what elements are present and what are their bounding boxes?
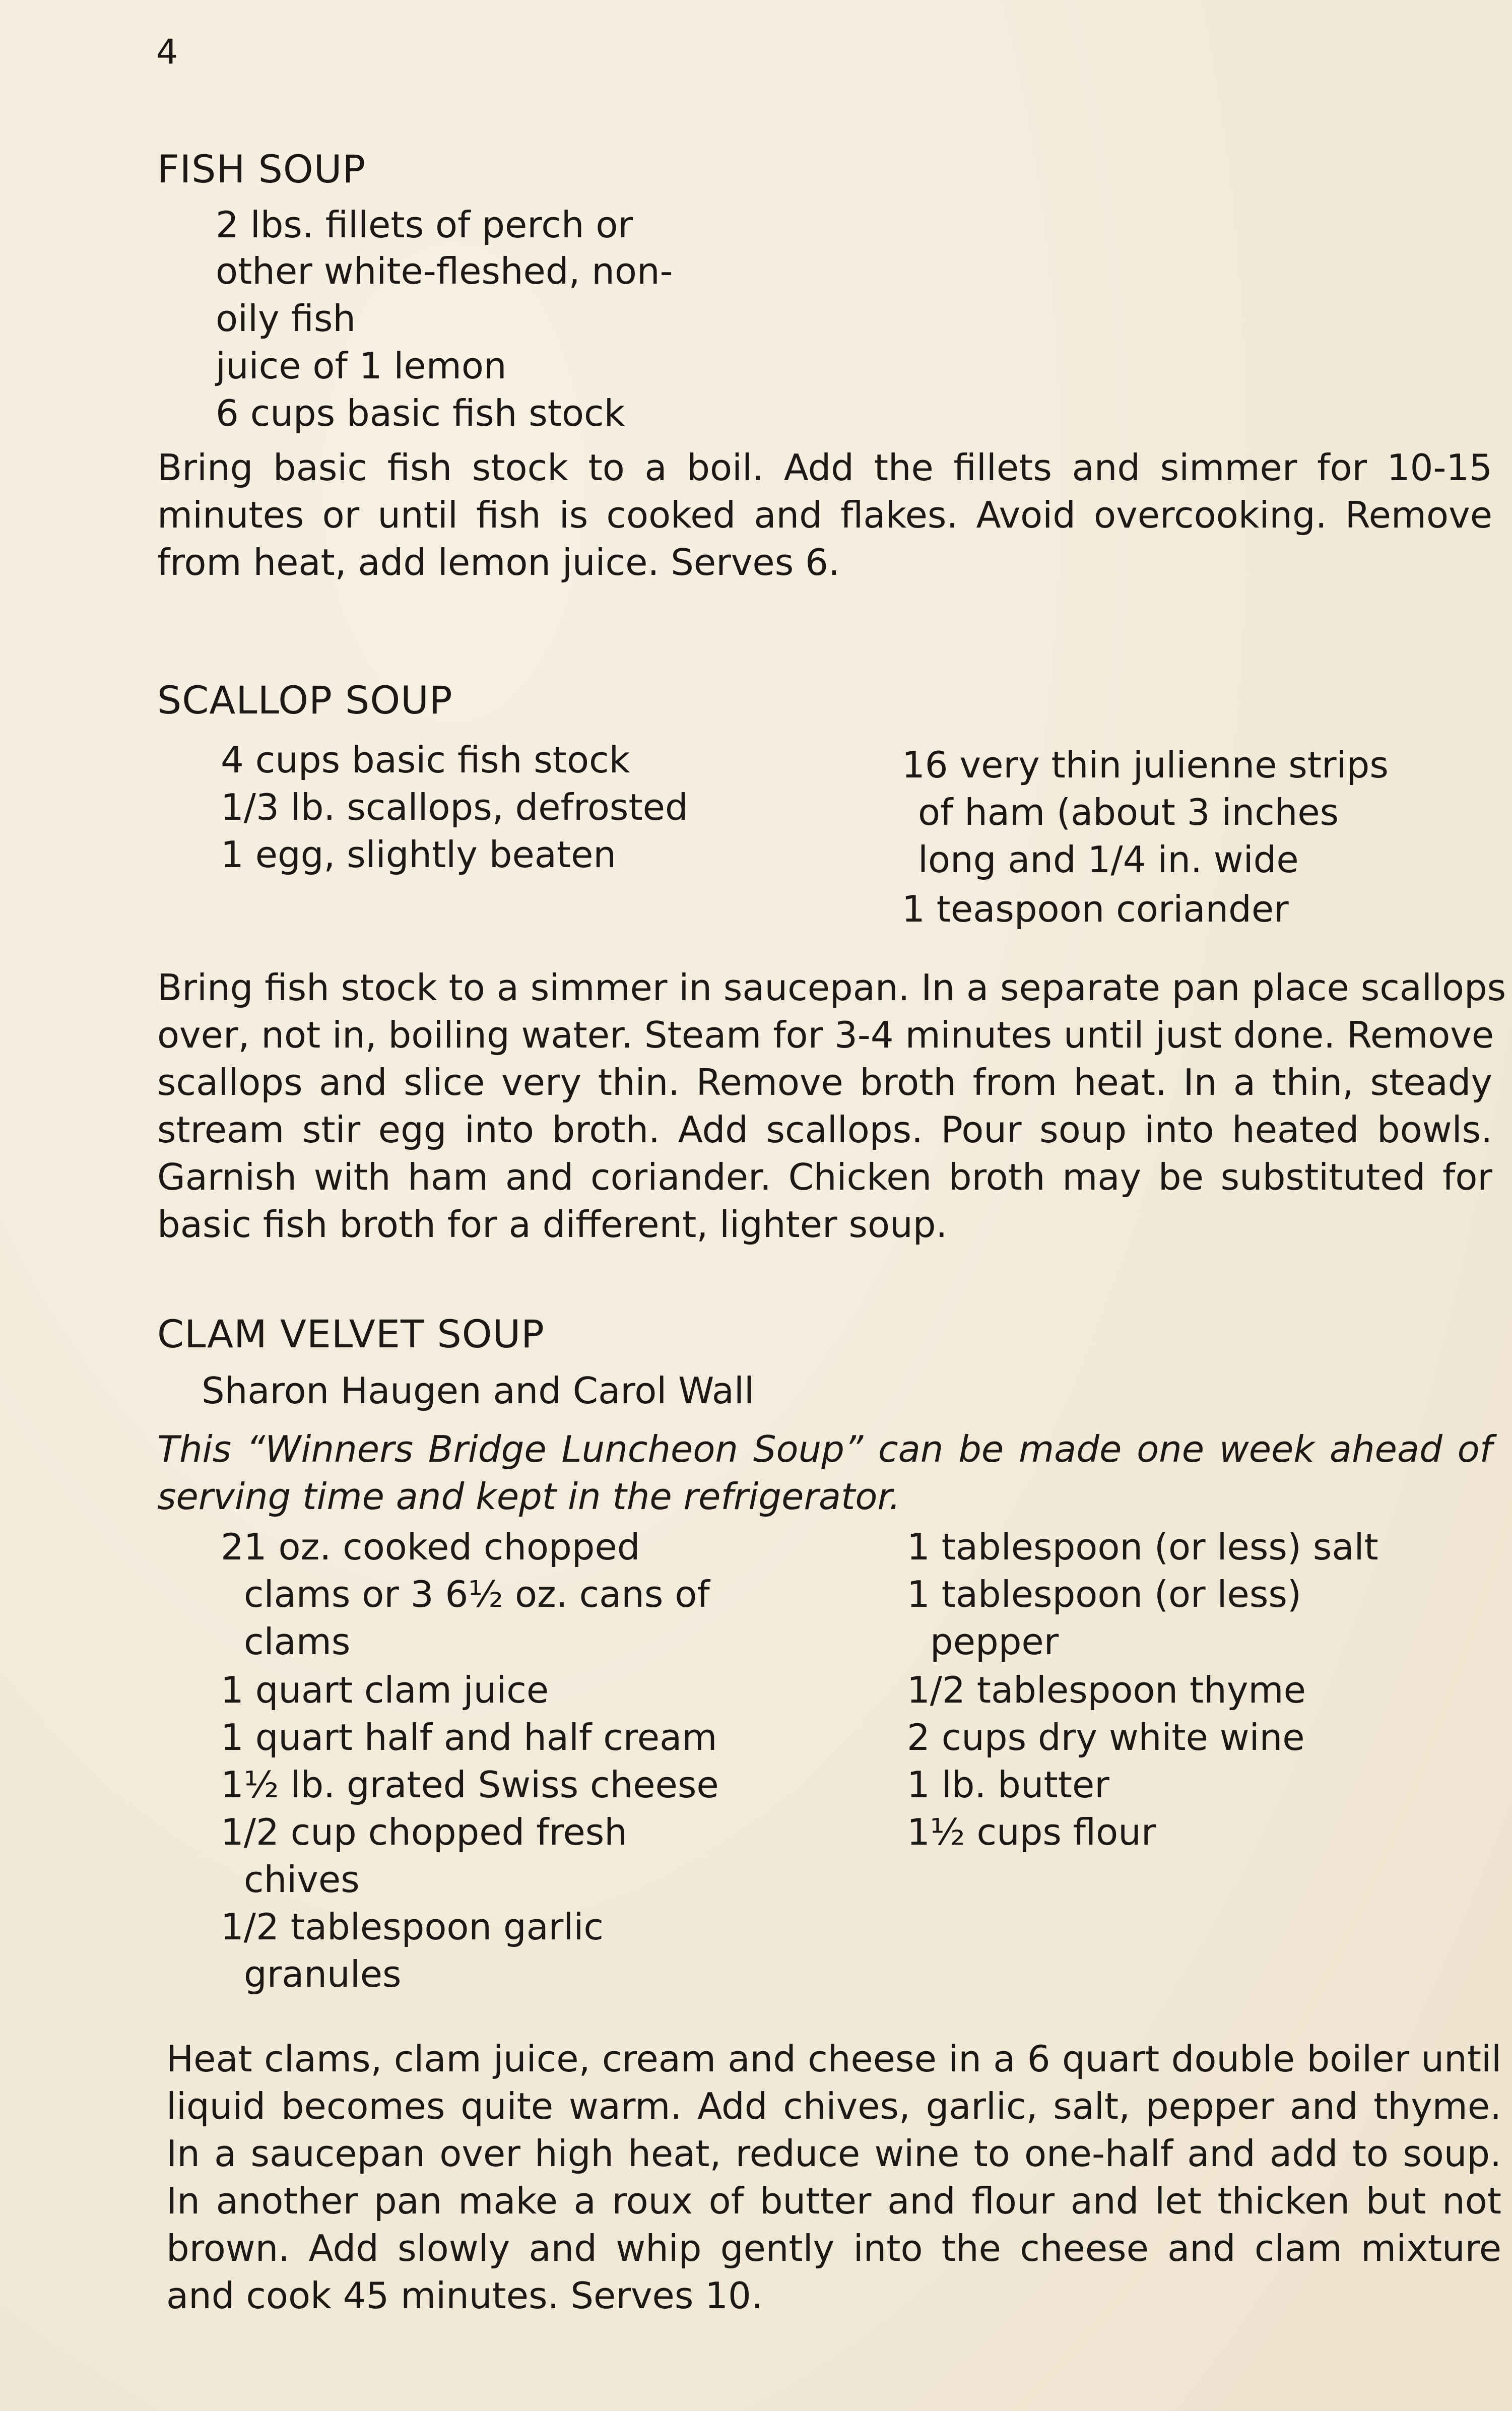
fish-soup-directions-line: Bring basic fish stock to a boil. Add the fillets and simmer for 10-15: [157, 446, 1492, 489]
clam-velvet-soup-intro-line: This “Winners Bridge Luncheon Soup” can be made one week ahead of: [157, 1428, 1492, 1470]
clam-velvet-soup-ingredient: 1 tablespoon (or less) salt: [907, 1526, 1378, 1568]
clam-velvet-soup-ingredient: granules: [244, 1953, 402, 1995]
scallop-soup-ingredient: of ham (about 3 inches: [918, 791, 1339, 833]
fish-soup-directions-line: from heat, add lemon juice. Serves 6.: [157, 541, 840, 583]
scallop-soup-ingredient: 16 very thin julienne strips: [902, 744, 1389, 786]
scallop-soup-ingredient: 1 teaspoon coriander: [902, 888, 1289, 930]
recipe-author: Sharon Haugen and Carol Wall: [202, 1370, 754, 1412]
clam-velvet-soup-ingredient: 1/2 cup chopped fresh: [221, 1811, 627, 1853]
scallop-soup-directions-line: Garnish with ham and coriander. Chicken broth may be substituted for: [157, 1156, 1492, 1198]
clam-velvet-soup-ingredient: 1/2 tablespoon garlic: [221, 1906, 604, 1948]
clam-velvet-soup-ingredient: chives: [244, 1858, 360, 1901]
clam-velvet-soup-title: CLAM VELVET SOUP: [157, 1312, 545, 1356]
clam-velvet-soup-ingredient: 21 oz. cooked chopped: [221, 1526, 640, 1568]
clam-velvet-soup-ingredient: pepper: [930, 1620, 1059, 1663]
fish-soup-ingredient: 2 lbs. fillets of perch or: [216, 204, 633, 246]
clam-velvet-soup-intro-line: serving time and kept in the refrigerator.: [157, 1475, 901, 1518]
clam-velvet-soup-directions-line: brown. Add slowly and whip gently into the cheese and clam mixture: [166, 2227, 1501, 2269]
scallop-soup-directions-line: Bring fish stock to a simmer in saucepan. In a separate pan place scallops: [157, 966, 1506, 1009]
scallop-soup-ingredient: 4 cups basic fish stock: [221, 739, 630, 781]
clam-velvet-soup-ingredient: 1½ cups flour: [907, 1811, 1156, 1853]
scallop-soup-directions-line: stream stir egg into broth. Add scallops. Pour soup into heated bowls.: [157, 1109, 1492, 1151]
clam-velvet-soup-ingredient: 1 quart clam juice: [221, 1669, 549, 1711]
clam-velvet-soup-ingredient: 1 lb. butter: [907, 1764, 1109, 1806]
clam-velvet-soup-directions-line: Heat clams, clam juice, cream and cheese in a 6 quart double boiler until: [166, 2038, 1501, 2080]
scallop-soup-directions-line: scallops and slice very thin. Remove broth from heat. In a thin, steady: [157, 1061, 1492, 1103]
clam-velvet-soup-directions-line: and cook 45 minutes. Serves 10.: [166, 2274, 763, 2317]
scallop-soup-title: SCALLOP SOUP: [157, 678, 453, 723]
scallop-soup-ingredient: 1 egg, slightly beaten: [221, 833, 617, 876]
fish-soup-title: FISH SOUP: [157, 147, 366, 191]
clam-velvet-soup-ingredient: 2 cups dry white wine: [907, 1716, 1305, 1758]
clam-velvet-soup-ingredient: 1 tablespoon (or less): [907, 1573, 1301, 1615]
fish-soup-ingredient: other white-fleshed, non-: [216, 250, 673, 292]
fish-soup-ingredient: 6 cups basic fish stock: [216, 392, 625, 434]
clam-velvet-soup-directions-line: liquid becomes quite warm. Add chives, garlic, salt, pepper and thyme.: [166, 2085, 1501, 2127]
fish-soup-directions-line: minutes or until fish is cooked and flakes. Avoid overcooking. Remove: [157, 494, 1492, 536]
scallop-soup-directions-line: over, not in, boiling water. Steam for 3-4 minutes until just done. Remove: [157, 1014, 1494, 1056]
clam-velvet-soup-directions-line: In another pan make a roux of butter and flour and let thicken but not: [166, 2180, 1501, 2222]
scallop-soup-ingredient: long and 1/4 in. wide: [918, 838, 1299, 881]
clam-velvet-soup-ingredient: 1/2 tablespoon thyme: [907, 1669, 1306, 1711]
fish-soup-ingredient: juice of 1 lemon: [216, 345, 507, 387]
fish-soup-ingredient: oily fish: [216, 297, 356, 340]
scallop-soup-directions-line: basic fish broth for a different, lighter soup.: [157, 1203, 948, 1246]
clam-velvet-soup-ingredient: 1½ lb. grated Swiss cheese: [221, 1764, 719, 1806]
clam-velvet-soup-ingredient: 1 quart half and half cream: [221, 1716, 717, 1758]
page-number: 4: [156, 32, 178, 72]
clam-velvet-soup-directions-line: In a saucepan over high heat, reduce wine to one-half and add to soup.: [166, 2132, 1501, 2175]
scallop-soup-ingredient: 1/3 lb. scallops, defrosted: [221, 786, 688, 828]
clam-velvet-soup-ingredient: clams or 3 6½ oz. cans of: [244, 1573, 710, 1615]
clam-velvet-soup-ingredient: clams: [244, 1620, 351, 1663]
